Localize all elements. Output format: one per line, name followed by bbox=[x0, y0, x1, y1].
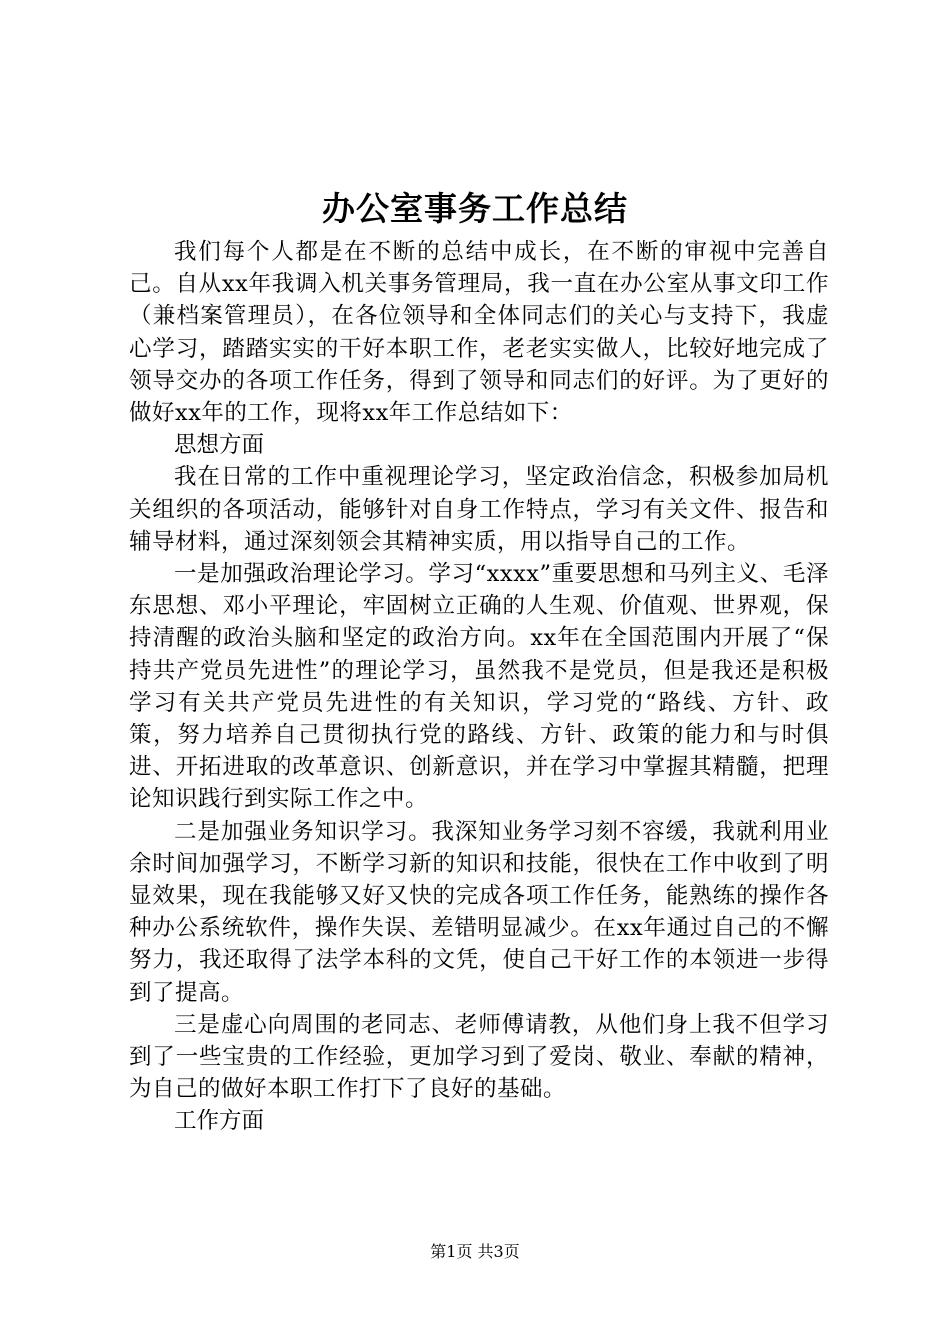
section-heading-work: 工作方面 bbox=[174, 1108, 265, 1135]
section-heading-thought: 思想方面 bbox=[174, 432, 265, 459]
paragraph-intro: 我们每个人都是在不断的总结中成长，在不断的审视中完善自己。自从xx年我调入机关事务管理局，我一直在办公室从事文印工作（兼档案管理员），在各位领导和全体同志们的关心与支持下，我虚心学习，踏踏实实的干好本职工作，老老实实做人，比较好地完成了领导交办的各项工作任务，得到了领导和同志们的好评。为了更好的做好xx年的工作，现将xx年工作总结如下： bbox=[129, 239, 829, 427]
paragraph-point-two: 二是加强业务知识学习。我深知业务学习刻不容缓，我就利用业余时间加强学习，不断学习新的知识和技能，很快在工作中收到了明显效果，现在我能够又好又快的完成各项工作任务，能熟练的操作各种办公系统软件，操作失误、差错明显减少。在xx年通过自己的不懈努力，我还取得了法学本科的文凭，使自己干好工作的本领进一步得到了提高。 bbox=[129, 818, 829, 1006]
paragraph-point-three: 三是虚心向周围的老同志、老师傅请教，从他们身上我不但学习到了一些宝贵的工作经验，更加学习到了爱岗、敬业、奉献的精神，为自己的做好本职工作打下了良好的基础。 bbox=[129, 1011, 829, 1103]
paragraph-point-one: 一是加强政治理论学习。学习“xxxx”重要思想和马列主义、毛泽东思想、邓小平理论，牢固树立正确的人生观、价值观、世界观，保持清醒的政治头脑和坚定的政治方向。xx年在全国范围内开展了“保持共产党员先进性”的理论学习，虽然我不是党员，但是我还是积极学习有关共产党员先进性的有关知识，学习党的“路线、方针、政策，努力培养自己贯彻执行党的路线、方针、政策的能力和与时俱进、开拓进取的改革意识、创新意识，并在学习中掌握其精髓，把理论知识践行到实际工作之中。 bbox=[129, 561, 829, 813]
document-body bbox=[129, 236, 829, 1138]
paragraph-thought: 我在日常的工作中重视理论学习，坚定政治信念，积极参加局机关组织的各项活动，能够针对自身工作特点，学习有关文件、报告和辅导材料，通过深刻领会其精神实质，用以指导自己的工作。 bbox=[129, 464, 829, 555]
page-number-footer: 第1页 共3页 bbox=[430, 1242, 520, 1261]
document-title: 办公室事务工作总结 bbox=[322, 189, 628, 228]
